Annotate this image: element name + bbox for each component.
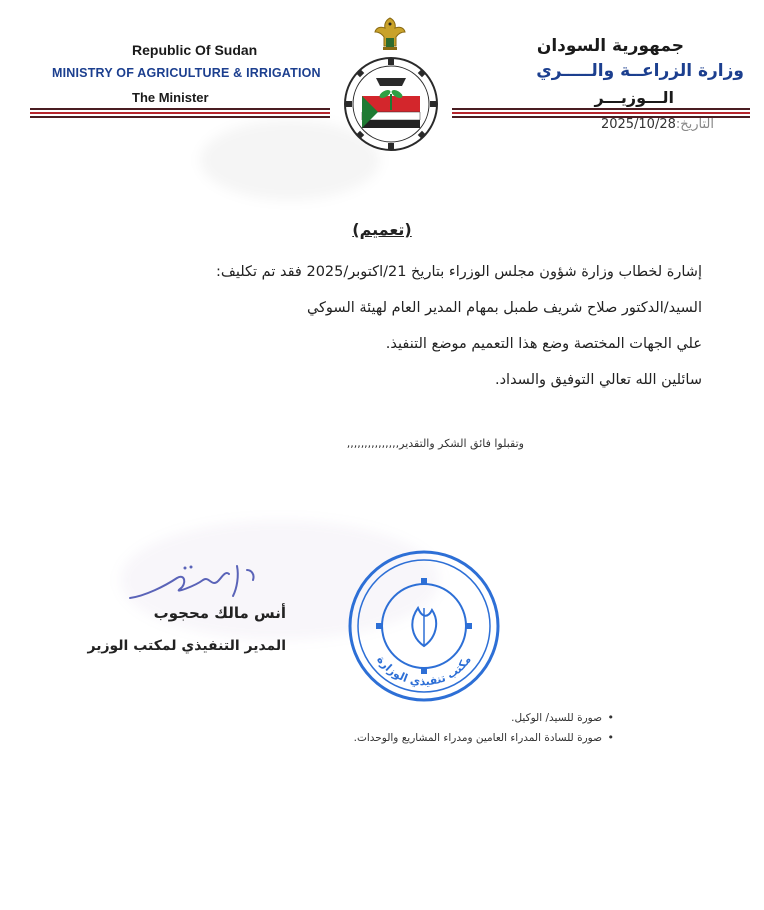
date-value: 2025/10/28: [600, 117, 676, 132]
header-ministry-ar: وزارة الزراعــة والـــــري: [536, 61, 744, 81]
handwritten-signature: [125, 556, 275, 606]
body-paragraph: علي الجهات المختصة وضع هذا التعميم موضع التنفيذ.: [385, 336, 702, 352]
cc-item: • صورة للسادة المدراء العامين ومدراء المشاريع والوحدات.: [354, 728, 614, 748]
header-rule: [30, 112, 330, 114]
official-stamp: [346, 548, 502, 704]
header-minister-ar: الـــوزيـــر: [594, 88, 674, 107]
header-rule: [452, 108, 750, 110]
header-ministry-en: MINISTRY OF AGRICULTURE & IRRIGATION: [52, 66, 321, 80]
header-country-en: Republic Of Sudan: [132, 42, 258, 58]
body-paragraph: إشارة لخطاب وزارة شؤون مجلس الوزراء بتاريخ 21/اكتوبر/2025 فقد تم تكليف:: [215, 264, 702, 280]
body-paragraph: سائلين الله تعالي التوفيق والسداد.: [494, 372, 702, 388]
closing-line: وتقبلوا فائق الشكر والتقدير,,,,,,,,,,,,,,,: [346, 437, 524, 450]
circular-title: (تعميم): [352, 220, 412, 239]
stamp-text: مكتب تنفيذي الوزارة: [374, 653, 474, 689]
header-rule: [30, 108, 330, 110]
cc-list: [354, 708, 614, 748]
body-paragraph: السيد/الدكتور صلاح شريف طمبل بمهام المدير العام لهيئة السوكي: [306, 300, 702, 316]
header-rule: [30, 116, 330, 118]
header-country-ar: جمهورية السودان: [536, 36, 684, 56]
ministry-logo: [342, 56, 440, 152]
header-rule: [452, 112, 750, 114]
signer-title: المدير التنفيذي لمكتب الوزير: [87, 638, 286, 654]
letter-date: [601, 117, 714, 132]
signer-name: أنس مالك محجوب: [153, 604, 286, 622]
cc-item: • صورة للسيد/ الوكيل.: [354, 708, 614, 728]
sudan-eagle-emblem: [372, 14, 408, 54]
date-label: التاريخ:: [675, 117, 714, 132]
header-minister-en: The Minister: [132, 90, 209, 105]
